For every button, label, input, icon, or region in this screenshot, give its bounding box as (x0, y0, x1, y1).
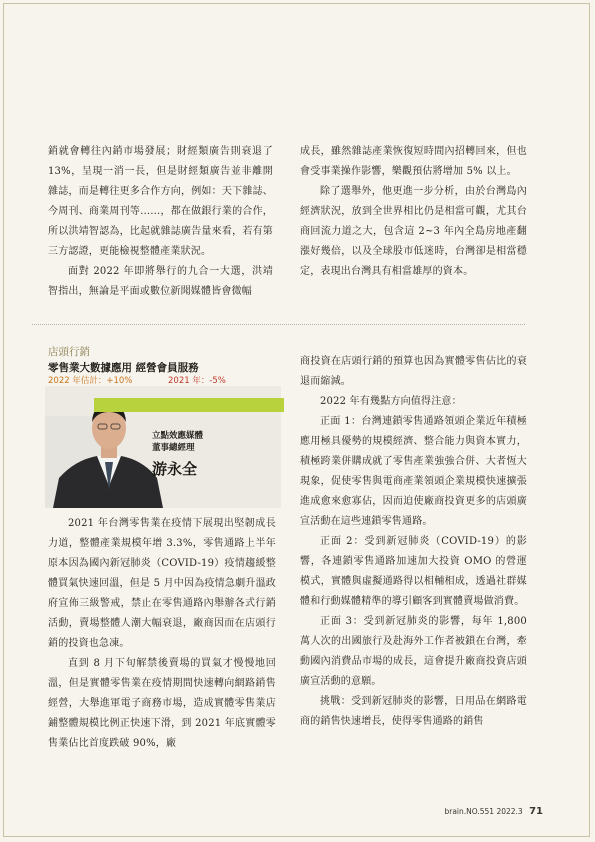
paragraph: 成長，雖然雜誌產業恢復短時間內招轉回來，但也會受事業操作影響，樂觀預估將增加 5% 以上。 (300, 146, 527, 177)
top-right-column (300, 142, 527, 307)
paragraph: 銷就會轉往內銷市場發展；財經類廣告則衰退了 13%，呈現一消一長，但是財經類廣告並非離開雜誌，而是轉往更多合作方向，例如：天下雜誌、今周刊、商業周刊等……，都在做銀行業的合作，所以洪靖智認為，比起就雜誌廣告量來看，若有第三方認證，更能檢視整體產業狀況。 (48, 146, 273, 257)
accent-bar (94, 398, 284, 412)
section-headline: 零售業大數據應用 經營會員服務 (48, 362, 199, 374)
section-divider (32, 324, 525, 325)
paragraph: 面對 2022 年即將舉行的九合一大選，洪靖智指出，無論是平面或數位新聞媒體皆會微幅 (48, 266, 273, 297)
bottom-right-column (300, 352, 527, 792)
paragraph: 2021 年台灣零售業在疫情下展現出堅韌成長力道，整體產業規模年增 3.3%，零售通路上半年原本因為國內新冠肺炎（COVID-19）疫情趨緩整體買氣快速回溫，但是 5 月中因為疫情急劇升溫政府宣佈三級警戒，禁止在零售通路內舉辦各式行銷活動，賣場整體人潮大幅衰退，廠商因而在店頭行銷的投資也急凍。 (48, 518, 276, 649)
paragraph: 正面 1：台灣連鎖零售通路領頭企業近年積極應用極具優勢的規模經濟、整合能力與資本實力，積極跨業併購成就了零售產業強強合併、大者恆大現象，促使零售與電商產業領頭企業規模快速擴張進成愈來愈寡佔，因而迫使廠商投資更多的店頭廣宣活動在這些連鎖零售通路。 (300, 416, 527, 527)
person-name: 游永全 (152, 460, 198, 478)
stat-2022: 2022 年估計：+10% (48, 376, 133, 386)
company-label: 立點效應媒體 (152, 431, 204, 441)
page-number: 71 (529, 806, 543, 817)
page-footer (444, 806, 543, 817)
issue-label: brain.NO.551 2022.3 (444, 807, 523, 816)
caption-card (152, 430, 280, 502)
paragraph: 挑戰：受到新冠肺炎的影響，日用品在網路電商的銷售快速增長，使得零售通路的銷售 (300, 696, 527, 727)
paragraph: 2022 年有幾點方向值得注意： (320, 396, 462, 407)
bottom-left-column (48, 514, 276, 792)
section-tag: 店頭行銷 (48, 346, 90, 358)
paragraph: 直到 8 月下旬解禁後賣場的買氣才慢慢地回溫，但是實體零售業在疫情期間快速轉向網路銷售經營，大舉進軍電子商務市場，造成實體零售業店鋪整體規模比例正快速下滑，到 2021 年底實體零售業佔比首度跌破 90%，廠 (48, 658, 276, 749)
paragraph: 除了選舉外，他更進一步分析，由於台灣島內經濟狀況，放到全世界相比仍是相當可觀，尤其台商回流力道之大，包含這 2~3 年內全島房地產翻漲好幾倍，以及全球股市低迷時，台灣卻是相當穩定，表現出台灣具有相當雄厚的資本。 (300, 186, 527, 277)
stat-2021: 2021 年：-5% (168, 376, 226, 386)
paragraph: 正面 3：受到新冠肺炎的影響，每年 1,800 萬人次的出國旅行及赴海外工作者被鎖在台灣，牽動國內消費品市場的成長，這會提升廠商投資店頭廣宣活動的意願。 (300, 616, 527, 687)
paragraph: 商投資在店頭行銷的預算也因為實體零售佔比的衰退而縮減。 (300, 356, 527, 387)
title-label: 董事總經理 (152, 443, 195, 453)
paragraph: 正面 2：受到新冠肺炎（COVID-19）的影響，各連鎖零售通路加速加大投資 OMO 的營運模式，實體與虛擬通路得以相輔相成，透過社群媒體和行動媒體精準的導引顧客到實體賣場做消費。 (300, 536, 527, 607)
top-left-column (48, 142, 273, 307)
